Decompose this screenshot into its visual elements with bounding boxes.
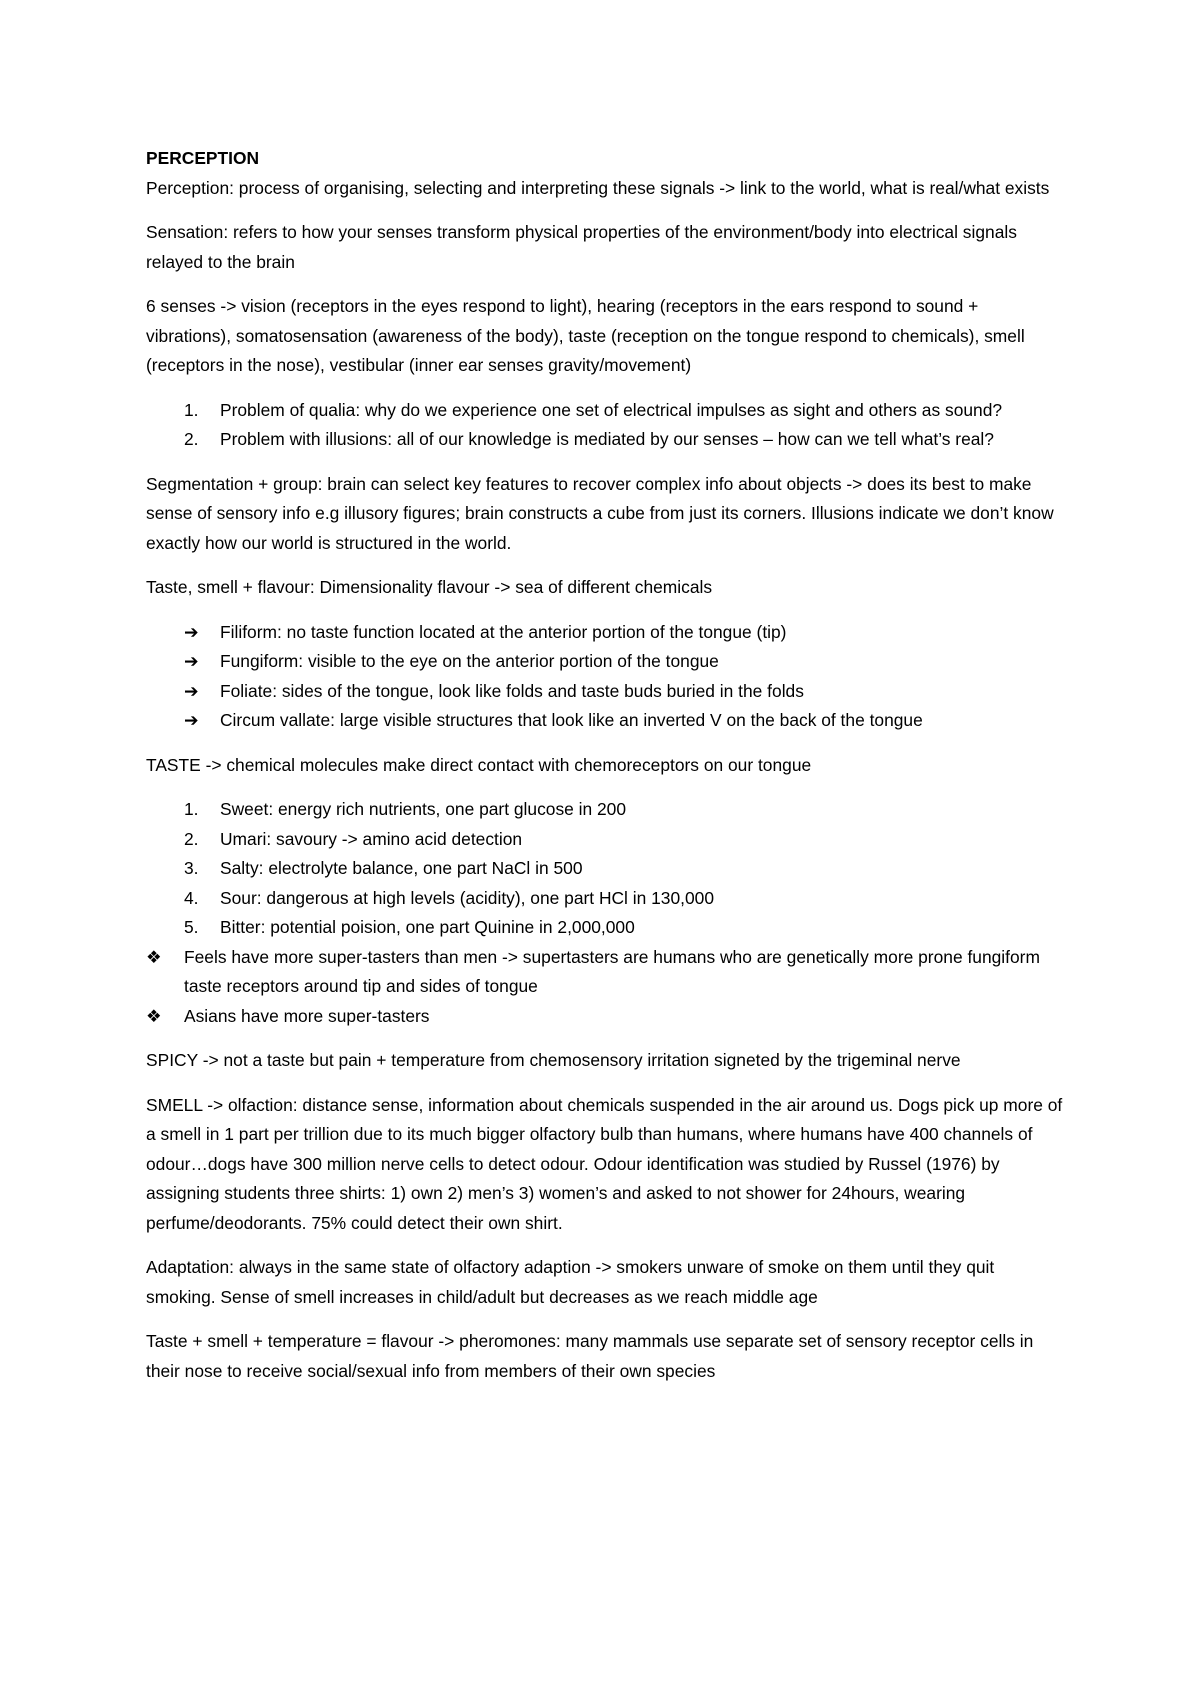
list-item-text: Umari: savoury -> amino acid detection: [220, 828, 523, 849]
list-item-text: Fungiform: visible to the eye on the anterior portion of the tongue: [220, 651, 719, 671]
paragraph-segmentation: Segmentation + group: brain can select key features to recover complex info about objects -> does its best to make sense of sensory info e.g illusory figures; brain constructs a cube from just its corners. Illusions indicate we don’t know exactly how our world is structured in the world.: [146, 473, 1054, 553]
list-item-text: Feels have more super-tasters than men -> supertasters are humans who are genetically more prone fungiform taste receptors around tip and sides of tongue: [184, 946, 1040, 996]
page-title: PERCEPTION: [146, 148, 260, 168]
list-item: [146, 396, 1066, 426]
list-item-text: Filiform: no taste function located at the anterior portion of the tongue (tip): [220, 621, 787, 642]
list-number: 5.: [184, 917, 199, 937]
list-item-text: Foliate: sides of the tongue, look like folds and taste buds buried in the folds: [220, 680, 804, 701]
list-item: [146, 706, 1066, 736]
list-number: 1.: [184, 399, 199, 420]
paragraph-taste-smell-flavour: Taste, smell + flavour: Dimensionality flavour -> sea of different chemicals: [146, 577, 713, 597]
list-item-text: Bitter: potential poision, one part Quinine in 2,000,000: [220, 917, 635, 937]
tastes-list: [146, 795, 1066, 943]
papillae-list: [146, 618, 1066, 736]
paragraph-taste: TASTE -> chemical molecules make direct contact with chemoreceptors on our tongue: [146, 754, 812, 775]
list-item: [146, 1002, 1066, 1032]
paragraph-senses: 6 senses -> vision (receptors in the eyes respond to light), hearing (receptors in the ears respond to sound + vibrations), somatosensation (awareness of the body), taste (reception on the tongue respond to chemicals), smell (receptors in the nose), vestibular (inner ear senses gravity/movement): [146, 296, 1025, 375]
list-item-text: Sweet: energy rich nutrients, one part glucose in 200: [220, 799, 627, 819]
list-item-text: Asians have more super-tasters: [184, 1005, 430, 1026]
list-item-text: Salty: electrolyte balance, one part NaCl in 500: [220, 858, 583, 878]
arrow-bullet-icon: ➔: [184, 651, 199, 671]
diamond-bullet-icon: ❖: [146, 1005, 162, 1026]
list-item: [146, 795, 1066, 825]
list-item-text: Sour: dangerous at high levels (acidity), one part HCl in 130,000: [220, 887, 714, 908]
taste-lists: [146, 795, 1066, 1031]
arrow-bullet-icon: ➔: [184, 710, 199, 730]
arrow-bullet-icon: ➔: [184, 621, 199, 642]
list-item-text: Problem with illusions: all of our knowledge is mediated by our senses – how can we tell what’s real?: [220, 429, 994, 449]
paragraph-adaptation: Adaptation: always in the same state of olfactory adaption -> smokers unware of smoke on them until they quit smoking. Sense of smell increases in child/adult but decreases as we reach middle age: [146, 1257, 995, 1307]
diamond-bullet-icon: ❖: [146, 946, 162, 967]
list-number: 2.: [184, 828, 199, 849]
list-item: [146, 943, 1066, 1002]
list-item: [146, 854, 1066, 884]
list-number: 2.: [184, 429, 199, 449]
list-item: [146, 647, 1066, 677]
list-item: [146, 884, 1066, 914]
list-item: [146, 913, 1066, 943]
arrow-bullet-icon: ➔: [184, 680, 199, 701]
list-number: 4.: [184, 887, 199, 908]
list-item: [146, 425, 1066, 455]
supertasters-list: [146, 943, 1066, 1032]
list-item: [146, 618, 1066, 648]
paragraph-spicy: SPICY -> not a taste but pain + temperature from chemosensory irritation signeted by the trigeminal nerve: [146, 1050, 961, 1070]
paragraph-smell: SMELL -> olfaction: distance sense, information about chemicals suspended in the air around us. Dogs pick up more of a smell in 1 part per trillion due to its much bigger olfactory bulb than humans, where humans have 400 channels of odour…dogs have 300 million nerve cells to detect odour. Odour identification was studied by Russel (1976) by assigning students three shirts: 1) own 2) men’s 3) women’s and asked to not shower for 24hours, wearing perfume/deodorants. 75% could detect their own shirt.: [146, 1094, 1063, 1233]
list-item-text: Circum vallate: large visible structures that look like an inverted V on the back of the tongue: [220, 710, 923, 730]
list-item-text: Problem of qualia: why do we experience one set of electrical impulses as sight and others as sound?: [220, 399, 1003, 420]
paragraph-perception: Perception: process of organising, selecting and interpreting these signals -> link to the world, what is real/what exists: [146, 177, 1050, 198]
list-number: 3.: [184, 858, 199, 878]
paragraph-sensation: Sensation: refers to how your senses transform physical properties of the environment/body into electrical signals relayed to the brain: [146, 222, 1017, 272]
problems-list: [146, 396, 1066, 455]
list-item: [146, 677, 1066, 707]
paragraph-flavour: Taste + smell + temperature = flavour -> pheromones: many mammals use separate set of sensory receptor cells in their nose to receive social/sexual info from members of their own species: [146, 1331, 1034, 1381]
list-number: 1.: [184, 799, 199, 819]
list-item: [146, 825, 1066, 855]
document-body: [146, 144, 1066, 1401]
